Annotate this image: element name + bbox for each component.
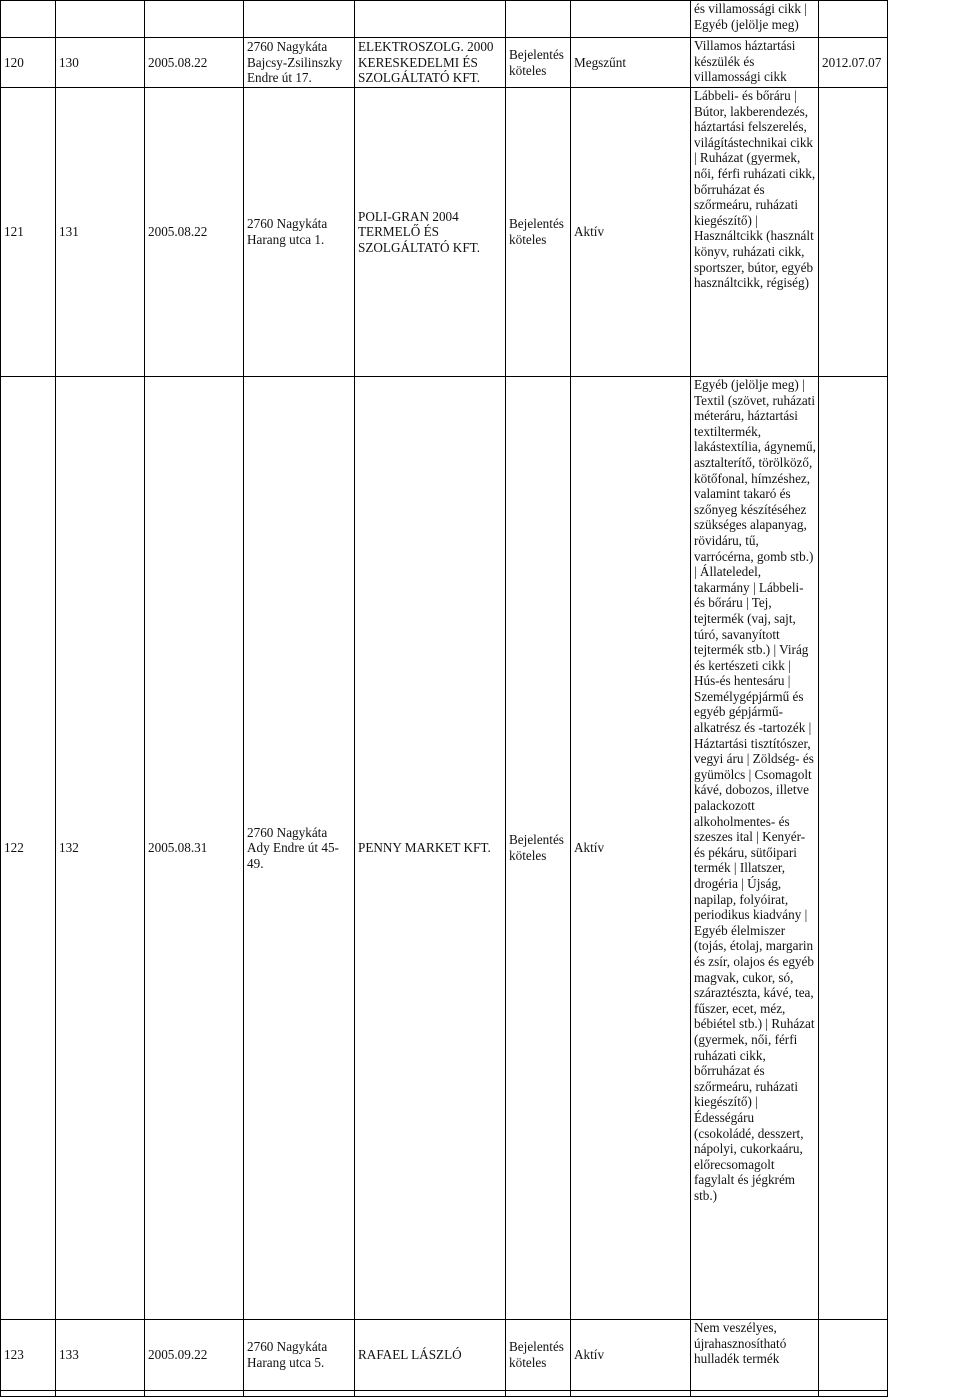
- activities-cell: Villamos háztartási készülék és villamossági cikk: [691, 38, 819, 88]
- row-number-cell: 121: [1, 88, 56, 377]
- status-cell: Aktív: [571, 1320, 691, 1391]
- row-number-cell: 122: [1, 377, 56, 1320]
- type-cell: Bejelentés köteles: [506, 38, 571, 88]
- company-cell: POLI-GRAN 2004 TERMELŐ ÉS SZOLGÁLTATÓ KFT.: [355, 88, 506, 377]
- status-cell: Aktív: [571, 88, 691, 377]
- date-cell: 2005.09.22: [145, 1320, 244, 1391]
- id-cell: 133: [56, 1320, 145, 1391]
- table-row: [1, 88, 888, 377]
- table-row: [1, 38, 888, 88]
- status-cell: Megszűnt: [571, 38, 691, 88]
- row-number-cell: 120: [1, 38, 56, 88]
- activities-cell: Lábbeli- és bőráru | Bútor, lakberendezés, háztartási felszerelés, világítástechnikai cikk | Ruházat (gyermek, női, férfi ruházati cikk, bőrruházat és szőrmeáru, ruházati kiegészítő) | Használtcikk (használt könyv, ruházati cikk, sportszer, bútor, egyéb használtcikk, régiség): [691, 88, 819, 377]
- end-date-cell: [819, 1320, 888, 1391]
- row-number-cell: 123: [1, 1320, 56, 1391]
- id-cell: 132: [56, 377, 145, 1320]
- company-cell: RAFAEL LÁSZLÓ: [355, 1320, 506, 1391]
- address-cell: 2760 Nagykáta Harang utca 5.: [244, 1320, 355, 1391]
- date-cell: 2005.08.22: [145, 88, 244, 377]
- end-date-cell: [819, 88, 888, 377]
- type-cell: Bejelentés köteles: [506, 1320, 571, 1391]
- date-cell: 2005.08.31: [145, 377, 244, 1320]
- id-cell: 131: [56, 88, 145, 377]
- type-cell: Bejelentés köteles: [506, 88, 571, 377]
- table-row-spacer: [1, 1391, 888, 1397]
- address-cell: 2760 Nagykáta Ady Endre út 45-49.: [244, 377, 355, 1320]
- company-cell: PENNY MARKET KFT.: [355, 377, 506, 1320]
- address-cell: 2760 Nagykáta Bajcsy-Zsilinszky Endre út 17.: [244, 38, 355, 88]
- table-row: [1, 377, 888, 1320]
- activities-cell: és villamossági cikk | Egyéb (jelölje meg): [691, 1, 819, 38]
- type-cell: Bejelentés köteles: [506, 377, 571, 1320]
- activities-cell: Nem veszélyes, újrahasznosítható hulladék termék: [691, 1320, 819, 1391]
- table-row: [1, 1320, 888, 1391]
- end-date-cell: 2012.07.07: [819, 38, 888, 88]
- end-date-cell: [819, 377, 888, 1320]
- address-cell: 2760 Nagykáta Harang utca 1.: [244, 88, 355, 377]
- company-cell: ELEKTROSZOLG. 2000 KERESKEDELMI ÉS SZOLGÁLTATÓ KFT.: [355, 38, 506, 88]
- table-row-continued: [1, 1, 888, 38]
- id-cell: 130: [56, 38, 145, 88]
- status-cell: Aktív: [571, 377, 691, 1320]
- date-cell: 2005.08.22: [145, 38, 244, 88]
- activities-cell: Egyéb (jelölje meg) | Textil (szövet, ruházati méteráru, háztartási textiltermék, lakástextília, ágynemű, asztalterítő, törölköző, kötőfonal, hímzéshez, valamint takaró és szőnyeg készítéséhez szükséges alapanyag, rövidáru, tű, varrócérna, gomb stb.) | Állateledel, takarmány | Lábbeli- és bőráru | Tej, tejtermék (vaj, sajt, túró, savanyított tejtermék stb.) | Virág és kertészeti cikk | Hús-és hentesáru | Személygépjármű és egyéb gépjármű-alkatrész és -tartozék | Háztartási tisztítószer, vegyi áru | Zöldség- és gyümölcs | Csomagolt kávé, dobozos, illetve palackozott alkoholmentes- és szeszes ital | Kenyér- és pékáru, sütőipari termék | Illatszer, drogéria | Újság, napilap, folyóirat, periodikus kiadvány | Egyéb élelmiszer (tojás, étolaj, margarin és zsír, olajos és egyéb magvak, cukor, só, száraztészta, kávé, tea, fűszer, ecet, méz, bébiétel stb.) | Ruházat (gyermek, női, férfi ruházati cikk, bőrruházat és szőrmeáru, ruházati kiegészítő) | Édességáru (csokoládé, desszert, nápolyi, cukorkaáru, előrecsomagolt fagylalt és jégkrém stb.): [691, 377, 819, 1320]
